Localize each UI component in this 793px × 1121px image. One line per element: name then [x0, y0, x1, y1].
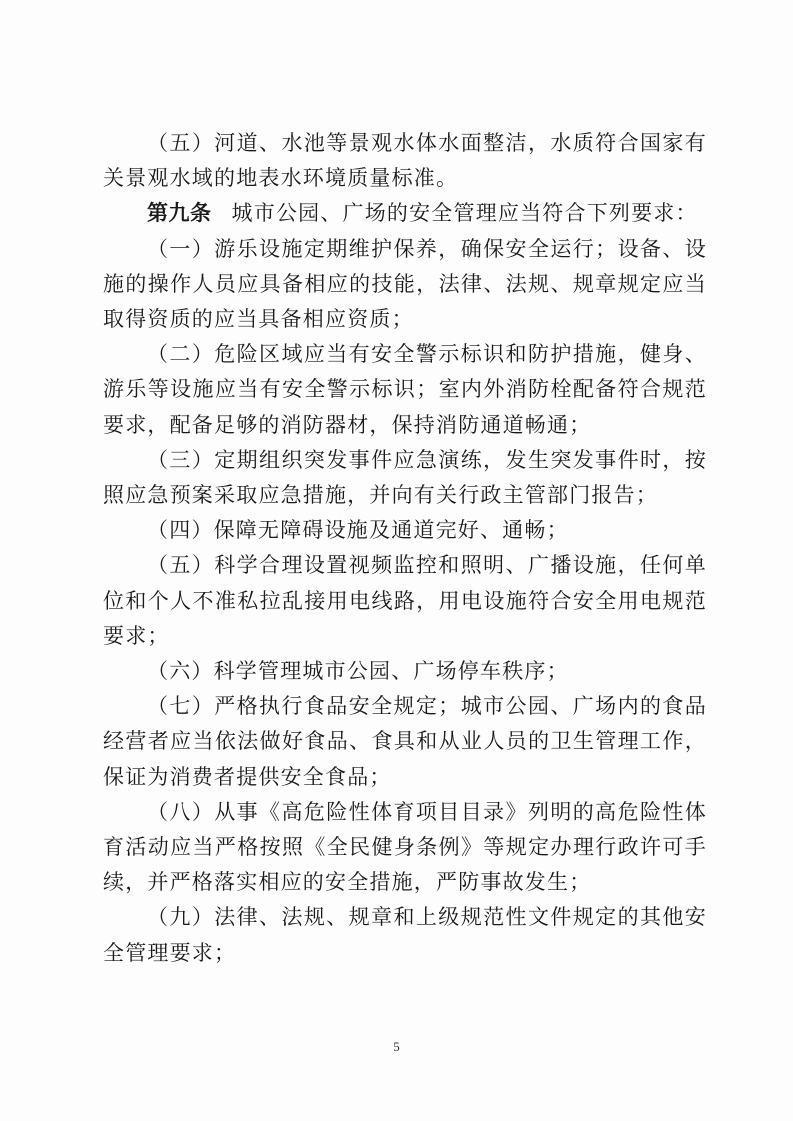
document-body: [103, 126, 707, 971]
paragraph-item-9: （九）法律、法规、规章和上级规范性文件规定的其他安全管理要求；: [103, 905, 707, 965]
paragraph-item-1: （一）游乐设施定期维护保养，确保安全运行；设备、设施的操作人员应具备相应的技能，法律、法规、规章规定应当取得资质的应当具备相应资质；: [103, 236, 707, 332]
article-label: 第九条: [147, 201, 212, 226]
article-9-heading: [103, 196, 707, 231]
article-9-text: 城市公园、广场的安全管理应当符合下列要求：: [231, 201, 698, 226]
paragraph-item-5-water: （五）河道、水池等景观水体水面整洁，水质符合国家有关景观水域的地表水环境质量标准。: [103, 131, 707, 191]
paragraph-item-2: （二）危险区域应当有安全警示标识和防护措施，健身、游乐等设施应当有安全警示标识；室内外消防栓配备符合规范要求，配备足够的消防器材，保持消防通道畅通；: [103, 342, 707, 437]
paragraph-item-7: （七）严格执行食品安全规定；城市公园、广场内的食品经营者应当依法做好食品、食具和从业人员的卫生管理工作，保证为消费者提供安全食品；: [103, 694, 707, 789]
page-number: 5: [393, 1039, 400, 1054]
paragraph-item-6: （六）科学管理城市公园、广场停车秩序；: [147, 659, 569, 684]
paragraph-item-8: （八）从事《高危险性体育项目目录》列明的高危险性体育活动应当严格按照《全民健身条例》等规定办理行政许可手续，并严格落实相应的安全措施，严防事故发生；: [103, 799, 707, 895]
paragraph-item-3: （三）定期组织突发事件应急演练，发生突发事件时，按照应急预案采取应急措施，并向有关行政主管部门报告；: [103, 447, 707, 508]
paragraph-item-5: （五）科学合理设置视频监控和照明、广播设施，任何单位和个人不准私拉乱接用电线路，用电设施符合安全用电规范要求；: [103, 553, 707, 648]
paragraph-item-4: （四）保障无障碍设施及通道完好、通畅；: [147, 518, 569, 543]
